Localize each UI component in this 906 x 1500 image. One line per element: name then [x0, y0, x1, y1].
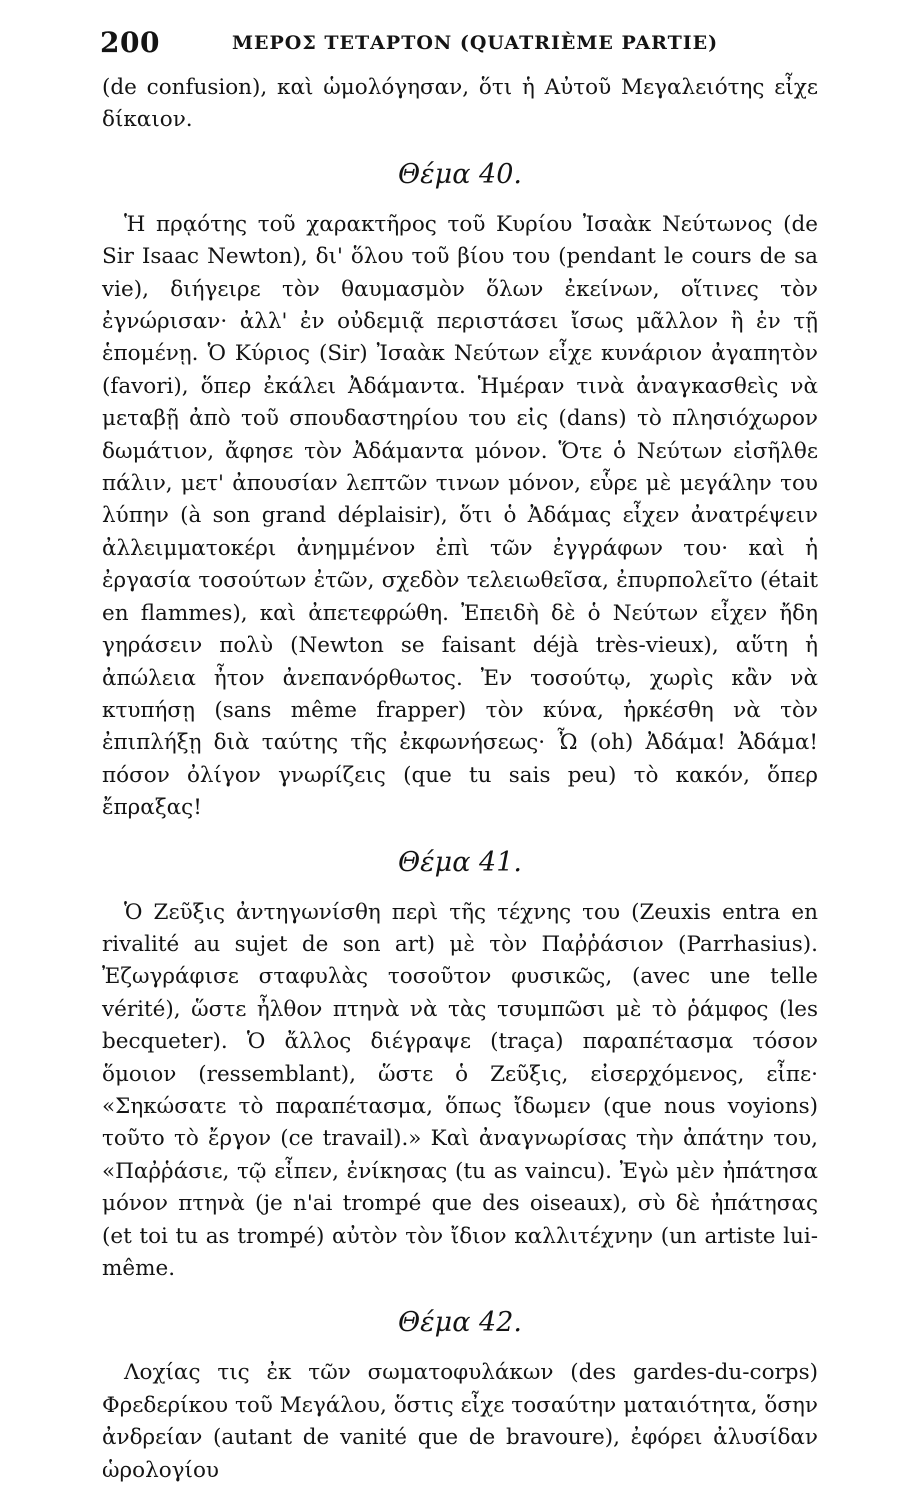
section-41-paragraph: Ὁ Ζεῦξις ἀντηγωνίσθη περὶ τῆς τέχνης του (Zeuxis entra en rivalité au sujet de son art) μὲ τὸν Παῤῥάσιον (Parrhasius). Ἐζωγράφισε σταφυλὰς τοσοῦτον φυσικῶς, (avec une telle vérité), ὥστε ἦλθον πτηνὰ νὰ τὰς τσυμπῶσι μὲ τὸ ῥάμφος (les becqueter). Ὁ ἄλλος διέγραψε (traça) παραπέτασμα τόσον ὅμοιον (ressemblant), ὥστε ὁ Ζεῦξις, εἰσερχόμενος, εἶπε· «Σηκώσατε τὸ παραπέτασμα, ὅπως ἴδωμεν (que nous voyions) τοῦτο τὸ ἔργον (ce travail).» Καὶ ἀναγνωρίσας τὴν ἀπάτην του, «Παῤῥάσιε, τῷ εἶπεν, ἐνίκησας (tu as vaincu). Ἐγὼ μὲν ἠπάτησα μόνον πτηνὰ (je n'ai trompé que des oiseaux), σὺ δὲ ἠπάτησας (et toi tu as trompé) αὐτὸν τὸν ἴδιον καλλιτέχνην (un artiste lui-même.	[102, 899, 818, 1281]
section-40-paragraph: Ἡ πρᾳότης τοῦ χαρακτῆρος τοῦ Κυρίου Ἰσαὰκ Νεύτωνος (de Sir Isaac Newton), δι' ὅλου τοῦ βίου του (pendant le cours de sa vie), διήγειρε τὸν θαυμασμὸν ὅλων ἐκείνων, οἵτινες τὸν ἐγνώρισαν· ἀλλ' ἐν οὐδεμιᾷ περιστάσει ἴσως μᾶλλον ἢ ἐν τῇ ἑπομένῃ. Ὁ Κύριος (Sir) Ἰσαὰκ Νεύτων εἶχε κυνάριον ἀγαπητὸν (favori), ὅπερ ἐκάλει Ἀδάμαντα. Ἡμέραν τινὰ ἀναγκασθεὶς νὰ μεταβῇ ἀπὸ τοῦ σπουδαστηρίου του εἰς (dans) τὸ πλησιόχωρον δωμάτιον, ἄφησε τὸν Ἀδάμαντα μόνον. Ὅτε ὁ Νεύτων εἰσῆλθε πάλιν, μετ' ἀπουσίαν λεπτῶν τινων μόνον, εὗρε μὲ μεγάλην του λύπην (à son grand déplaisir), ὅτι ὁ Ἀδάμας εἶχεν ἀνατρέψειν ἀλλειμματοκέρι ἀνημμένον ἐπὶ τῶν ἐγγράφων του· καὶ ἡ ἐργασία τοσούτων ἐτῶν, σχεδὸν τελειωθεῖσα, ἐπυρπολεῖτο (était en flammes), καὶ ἀπετεφρώθη. Ἐπειδὴ δὲ ὁ Νεύτων εἶχεν ἤδη γηράσειν πολὺ (Newton se faisant déjà très-vieux), αὕτη ἡ ἀπώλεια ἦτον ἀνεπανόρθωτος. Ἐν τοσούτῳ, χωρὶς κἂν νὰ κτυπήσῃ (sans même frapper) τὸν κύνα, ἠρκέσθη νὰ τὸν ἐπιπλήξῃ διὰ ταύτης τῆς ἐκφωνήσεως· Ὦ (oh) Ἀδάμα! Ἀδάμα! πόσον ὀλίγον γνωρίζεις (que tu sais peu) τὸ κακόν, ὅπερ ἔπραξας!	[102, 211, 818, 821]
section-heading-40: Θέμα 40.	[398, 158, 522, 190]
page-number: 200	[100, 26, 160, 59]
running-head: ΜΕΡΟΣ ΤΕΤΑΡΤΟΝ (QUATRIÈME PARTIE)	[232, 32, 719, 54]
page-body	[102, 72, 818, 1487]
intro-paragraph: (de confusion), καὶ ὡμολόγησαν, ὅτι ἡ Αὐτοῦ Μεγαλειότης εἶχε δίκαιον.	[102, 75, 818, 133]
section-42-paragraph: Λοχίας τις ἐκ τῶν σωματοφυλάκων (des gardes-du-corps) Φρεδερίκου τοῦ Μεγάλου, ὅστις εἶχε τοσαύτην ματαιότητα, ὅσην ἀνδρείαν (autant de vanité que de bravoure), ἐφόρει ἀλυσίδαν ὡρολογίου	[102, 1360, 818, 1483]
section-heading-42: Θέμα 42.	[398, 1307, 522, 1339]
page-header	[100, 22, 820, 62]
section-heading-41: Θέμα 41.	[398, 846, 522, 878]
